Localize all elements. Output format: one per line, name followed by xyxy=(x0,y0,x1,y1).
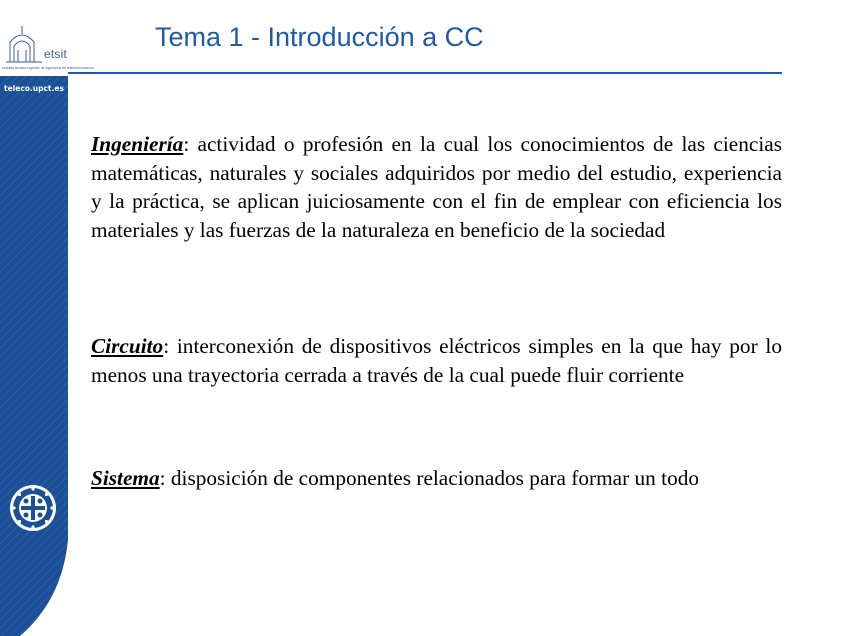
definition-ingenieria xyxy=(91,130,782,244)
page-title: Tema 1 - Introducción a CC xyxy=(155,22,484,52)
definition-text: : disposición de componentes relacionados para formar un todo xyxy=(159,466,700,490)
definition-circuito xyxy=(91,332,782,389)
definition-term: Sistema xyxy=(91,466,160,490)
definition-text: : interconexión de dispositivos eléctricos simples en la que hay por lo menos una trayectoria cerrada a través de la cual puede fluir corriente xyxy=(91,334,782,387)
university-seal-icon xyxy=(9,484,57,532)
logo-subtitle: escuela técnica superior de ingeniería de telecomunicación xyxy=(2,66,94,70)
logo-text: etsit xyxy=(44,47,68,61)
definition-term: Circuito xyxy=(91,334,164,358)
logo xyxy=(0,0,94,76)
title-divider xyxy=(68,72,782,74)
definition-sistema xyxy=(91,464,782,493)
site-label: teleco.upct.es xyxy=(4,84,64,93)
building-logo-icon xyxy=(2,20,48,66)
definition-term: Ingeniería xyxy=(91,132,184,156)
definition-text: : actividad o profesión en la cual los conocimientos de las ciencias matemáticas, naturales y sociales adquiridos por medio del estudio, experiencia y la práctica, se aplican juiciosamente con el fin de emplear con eficiencia los materiales y las fuerzas de la naturaleza en beneficio de la sociedad xyxy=(91,132,782,242)
side-band xyxy=(0,0,68,636)
